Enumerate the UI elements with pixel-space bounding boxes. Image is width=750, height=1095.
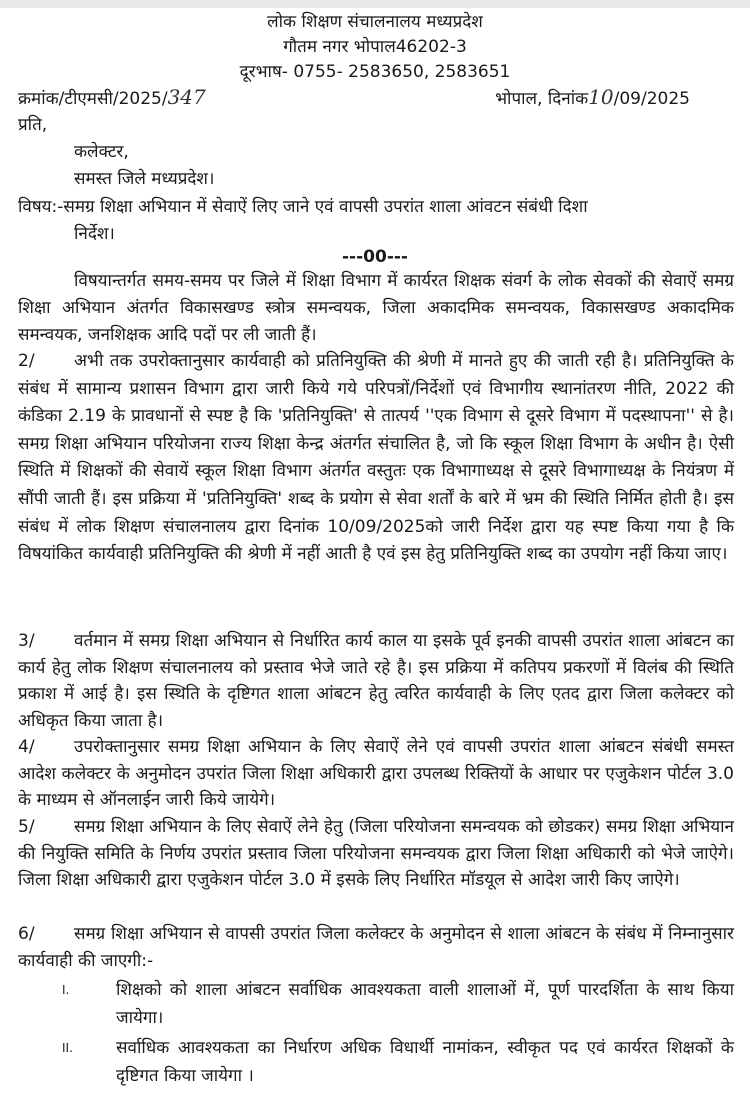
paragraph-6: 6/ समग्र शिक्षा अभियान से वापसी उपरांत जिला कलेक्टर के अनुमोदन से शाला आंबटन के संबंध में निम्नानुसार कार्यवाही की जाएगी:-	[18, 924, 734, 971]
list-marker: I.	[62, 983, 70, 997]
paragraph-2: 2/ अभी तक उपरोक्तानुसार कार्यवाही को प्रतिनियुक्ति की श्रेणी में मानते हुए की जाती रही है। प्रतिनियुक्ति के संबंध में सामान्य प्रशासन विभाग द्वारा जारी किये गये परिपत्रों/निर्देशों एवं विभागीय स्थानांतरण नीति, 2022 की कंडिका 2.19 के प्रावधानों से स्पष्ट है कि 'प्रतिनियुक्ति' से तात्पर्य ''एक विभाग से दूसरे विभाग में पदस्थापना'' से है। समग्र शिक्षा अभियान परियोजना राज्य शिक्षा केन्द्र अंतर्गत संचालित है, जो कि स्कूल शिक्षा विभाग के अधीन है। ऐसी स्थिति में शिक्षकों की सेवायें स्कूल शिक्षा विभाग अंतर्गत वस्तुतः एक विभागाध्यक्ष से दूसरे विभागाध्यक्ष के नियंत्रण में सौंपी जाती हैं। इस प्रक्रिया में 'प्रतिनियुक्ति' शब्द के प्रयोग से सेवा शर्तों के बारे में भ्रम की स्थिति निर्मित होती है। इस संबंध में लोक शिक्षण संचालनालय द्वारा दिनांक 10/09/2025को जारी निर्देश द्वारा यह स्पष्ट किया गया है कि विषयांकित कार्यवाही प्रतिनियुक्ति की श्रेणी में नहीं आती है एवं इस हेतु प्रतिनियुक्ति शब्द का उपयोग नहीं किया जाए।	[18, 351, 734, 565]
handwritten-date: 10	[588, 85, 614, 109]
reference-number: क्रमांक/टीएमसी/2025/347	[18, 85, 206, 109]
recipient-block	[18, 112, 734, 193]
office-name: लोक शिक्षण संचालनालय मध्यप्रदेश	[267, 12, 483, 32]
paragraph-4: 4/ उपरोक्तानुसार समग्र शिक्षा अभियान के लिए सेवाऐं लेने एवं वापसी उपरांत शाला आंबटन संबंधी समस्त आदेश कलेक्टर के अनुमोदन उपरांत जिला शिक्षा अधिकारी द्वारा उपलब्ध रिक्तियों के आधार पर एजुकेशन पोर्टल 3.0 के माध्यम से ऑनलाईन जारी किये जायेगे।	[18, 737, 734, 810]
list-marker: II.	[62, 1041, 73, 1055]
letter-date: भोपाल, दिनांक10/09/2025	[495, 85, 690, 109]
subject-line1: विषय:-समग्र शिक्षा अभियान में सेवाऐं लिए जाने एवं वापसी उपरांत शाला आंवटन संबंधी दिशा	[18, 197, 588, 217]
list-item: II. सर्वाधिक आवश्यकता का निर्धारण अधिक विधार्थी नामांकन, स्वीकृत पद एवं कार्यरत शिक्षकों के दृष्टिगत किया जायेगा ।	[62, 1034, 734, 1090]
recipient-line2: समस्त जिले मध्यप्रदेश।	[74, 169, 215, 189]
subject-line2: निर्देश।	[74, 224, 115, 244]
top-margin-strip	[0, 0, 750, 8]
handwritten-number: 347	[167, 85, 206, 109]
recipient-to: प्रति,	[18, 115, 48, 135]
paragraph-5: 5/ समग्र शिक्षा अभियान के लिए सेवाऐं लेने हेतु (जिला परियोजना समन्वयक को छोडकर) समग्र शिक्षा अभियान की नियुक्ति समिति के निर्णय उपरांत प्रस्ताव जिला परियोजना समन्वयक द्वारा जिला शिक्षा अधिकारी को भेजे जाऐगे। जिला शिक्षा अधिकारी द्वारा एजुकेशन पोर्टल 3.0 में इसके लिए निर्धारित मॉडयूल से आदेश जारी किए जाऐगे।	[18, 817, 734, 890]
list-item: I. शिक्षको को शाला आंबटन सर्वाधिक आवश्यकता वाली शालाओं में, पूर्ण पारदर्शिता के साथ किया जायेगा।	[62, 976, 734, 1032]
paragraph-3: 3/ वर्तमान में समग्र शिक्षा अभियान से निर्धारित कार्य काल या इसके पूर्व इनकी वापसी उपरांत शाला आंबटन का कार्य हेतु लोक शिक्षण संचालनालय को प्रस्ताव भेजे जाते रहे है। इस प्रक्रिया में कतिपय प्रकरणों में विलंब की स्थिति प्रकाश में आई है। इस स्थिति के दृष्टिगत शाला आंबटन हेतु त्वरित कार्यवाही के लिए एतद द्वारा जिला कलेक्टर को अधिकृत किया जाता है।	[18, 631, 734, 731]
separator: ---00---	[342, 247, 408, 267]
letterhead	[0, 10, 750, 85]
paragraph-1: विषयान्तर्गत समय-समय पर जिले में शिक्षा विभाग में कार्यरत शिक्षक संवर्ग के लोक सेवकों की सेवाऐं समग्र शिक्षा अभियान अंतर्गत विकासखण्ड स्त्रोत्र समन्वयक, जिला अकादमिक समन्वयक, विकासखण्ड अकादमिक समन्वयक, जनशिक्षक आदि पदों पर ली जाती हैं।	[18, 271, 734, 345]
recipient-line1: कलेक्टर,	[74, 142, 129, 162]
office-phone: दूरभाष- 0755- 2583650, 2583651	[239, 62, 511, 82]
office-address: गौतम नगर भोपाल46202-3	[283, 37, 467, 57]
reference-line	[18, 84, 734, 113]
subject	[18, 194, 734, 248]
